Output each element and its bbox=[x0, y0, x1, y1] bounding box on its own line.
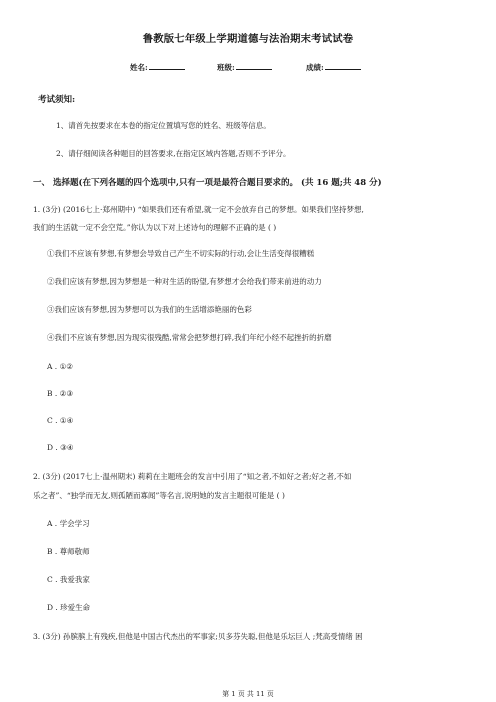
section-title: 选择题(在下列各题的四个选项中,只有一项是最符合题目要求的。 (共 16 题;共 48 分) bbox=[53, 178, 382, 188]
q2-option-a: A . 学会学习 bbox=[47, 519, 90, 528]
q1-stem-line2: 我们的生活就一定不会空荒。”你认为以下对上述诗句的理解不正确的是 ( ) bbox=[33, 223, 277, 232]
q2-option-b: B . 尊师敬师 bbox=[47, 547, 90, 556]
q1-option-c: C . ①④ bbox=[47, 416, 74, 425]
score-label: 成绩: bbox=[306, 63, 324, 72]
q2-stem-line1: 2. (3分) (2017七上·温州期末) 莉莉在主题班会的发言中引用了“知之者,不如好之者;好之者,不如 bbox=[33, 472, 352, 481]
q1-option-d: D . ③④ bbox=[47, 443, 74, 452]
q1-statement-1: ①我们不应该有梦想,有梦想会导致自己产生不切实际的行动,会让生活变得很糟糕 bbox=[47, 249, 315, 258]
score-field bbox=[306, 62, 361, 73]
q3-stem-line1: 3. (3分) 孙膑膑上有残疾,但他是中国古代杰出的军事家;贝多芬失聪,但他是乐坛巨人 ;梵高受情绪 困 bbox=[33, 632, 363, 641]
notice-heading: 考试须知: bbox=[38, 95, 76, 105]
score-blank bbox=[325, 68, 361, 70]
name-field bbox=[130, 62, 185, 73]
page-footer: 第 1 页 共 11 页 bbox=[222, 690, 274, 698]
class-blank bbox=[236, 68, 272, 70]
q1-statement-4: ④我们不应该有梦想,因为现实很残酷,常常会把梦想打碎,我们年纪小经不起挫折的折磨 bbox=[47, 333, 332, 342]
q2-stem-line2: 乐之者”、“独学而无友,则孤陋而寡闻”等名言,说明她的发言主题很可能是 ( ) bbox=[33, 491, 285, 500]
class-label: 班级: bbox=[217, 63, 235, 72]
document-title: 鲁教版七年级上学期道德与法治期末考试试卷 bbox=[142, 33, 354, 45]
q1-option-a: A . ①② bbox=[47, 362, 74, 371]
q2-option-c: C . 我爱我家 bbox=[47, 575, 90, 584]
notice-item-2: 2、请仔细阅读各种题目的回答要求,在指定区域内答题,否则不予评分。 bbox=[56, 149, 291, 158]
q1-option-b: B . ②③ bbox=[47, 389, 74, 398]
q1-statement-3: ③我们应该有梦想,因为梦想可以为我们的生活增添艳丽的色彩 bbox=[47, 305, 252, 314]
q1-statement-2: ②我们应该有梦想,因为梦想是一种对生活的盼望,有梦想才会给我们带来前进的动力 bbox=[47, 277, 322, 286]
class-field bbox=[217, 62, 272, 73]
notice-item-1: 1、请首先按要求在本卷的指定位置填写您的姓名、班级等信息。 bbox=[56, 121, 271, 130]
q2-option-d: D . 珍爱生命 bbox=[47, 603, 91, 612]
q1-stem-line1: 1. (3分) (2016七上·郑州期中) “如果我们还有希望,就一定不会放弃自己的梦想。如果我们坚持梦想, bbox=[33, 205, 364, 214]
section-heading bbox=[33, 176, 382, 188]
section-number: 一、 bbox=[33, 178, 51, 188]
name-blank bbox=[149, 68, 185, 70]
name-label: 姓名: bbox=[130, 63, 148, 72]
